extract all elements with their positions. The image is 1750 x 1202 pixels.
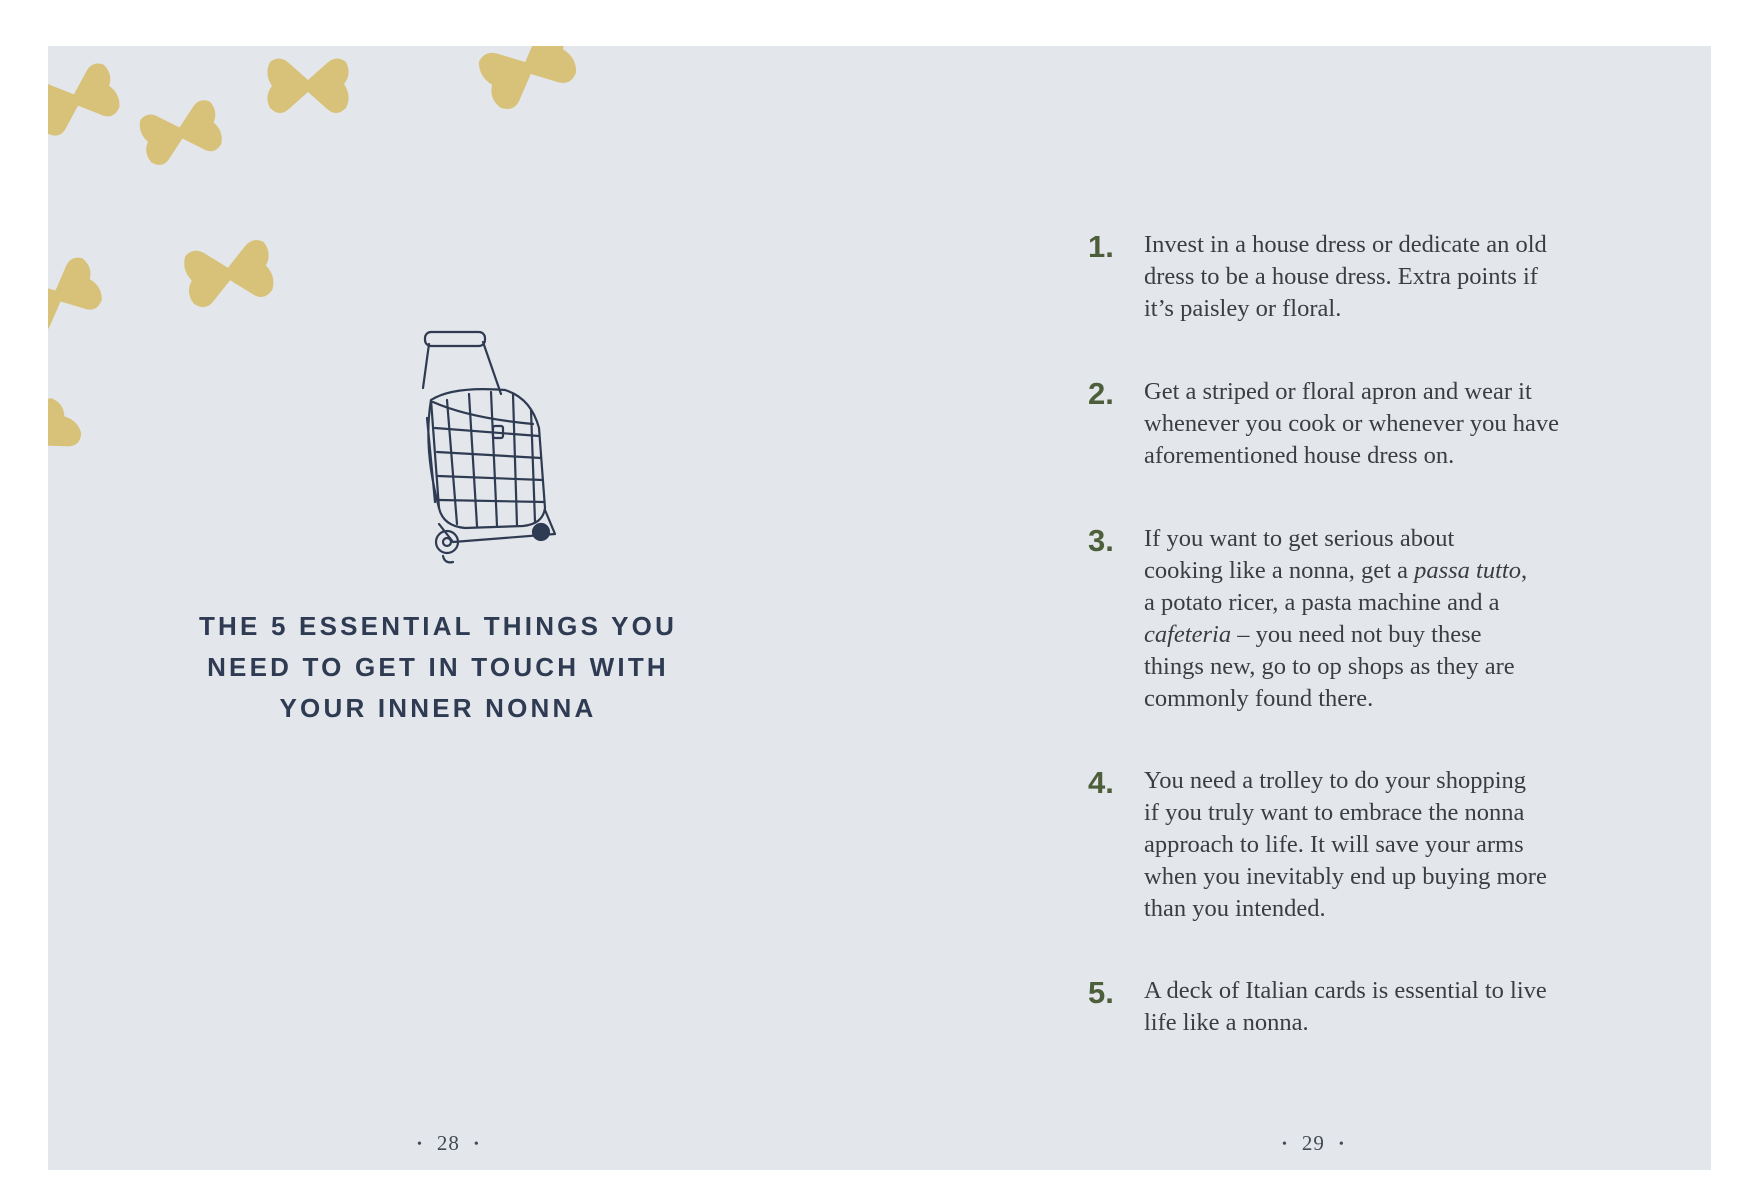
page-number-right: • 29 •	[1282, 1131, 1345, 1155]
item-number: 5.	[1088, 975, 1114, 1010]
page-number-value: 29	[1301, 1131, 1325, 1155]
item-line: ,	[1520, 557, 1528, 584]
italic-term: passa tutto	[1414, 557, 1521, 584]
item-line: commonly found there.	[1144, 685, 1374, 712]
item-text	[1144, 376, 1644, 472]
item-text	[1144, 523, 1644, 715]
item-line: than you intended.	[1144, 895, 1326, 922]
shopping-trolley-icon	[413, 328, 583, 568]
page-number-value: 28	[436, 1131, 460, 1155]
item-line: – you need not buy these	[1231, 621, 1482, 648]
section-heading	[158, 606, 718, 729]
heading-line: THE 5 ESSENTIAL THINGS YOU	[198, 611, 678, 641]
heading-line: NEED TO GET IN TOUCH WITH	[207, 652, 669, 682]
item-text	[1144, 765, 1644, 925]
item-line: Get a striped or floral apron and wear it	[1144, 378, 1532, 405]
item-number: 3.	[1088, 523, 1114, 558]
item-line: cooking like a nonna, get a	[1144, 557, 1415, 584]
book-spread	[48, 46, 1711, 1170]
item-line: If you want to get serious about	[1144, 525, 1455, 552]
item-line: it’s paisley or floral.	[1144, 295, 1342, 322]
italic-term: cafeteria	[1144, 621, 1232, 648]
item-number: 2.	[1088, 376, 1114, 411]
item-line: approach to life. It will save your arms	[1144, 831, 1524, 858]
item-line: whenever you cook or whenever you have	[1144, 410, 1559, 437]
heading-line: YOUR INNER NONNA	[279, 693, 597, 723]
item-line: dress to be a house dress. Extra points if	[1144, 263, 1538, 290]
item-text	[1144, 975, 1644, 1039]
item-line: things new, go to op shops as they are	[1144, 653, 1515, 680]
item-line: a potato ricer, a pasta machine and a	[1144, 589, 1500, 616]
item-number: 1.	[1088, 229, 1114, 264]
item-line: if you truly want to embrace the nonna	[1144, 799, 1525, 826]
item-line: A deck of Italian cards is essential to live	[1144, 977, 1547, 1004]
item-line: when you inevitably end up buying more	[1144, 863, 1547, 890]
item-line: Invest in a house dress or dedicate an old	[1144, 231, 1547, 258]
item-line: life like a nonna.	[1144, 1009, 1309, 1036]
item-text	[1144, 229, 1644, 325]
page-number-left: • 28 •	[417, 1131, 480, 1155]
item-line: You need a trolley to do your shopping	[1144, 767, 1526, 794]
item-number: 4.	[1088, 765, 1114, 800]
item-line: aforementioned house dress on.	[1144, 442, 1455, 469]
